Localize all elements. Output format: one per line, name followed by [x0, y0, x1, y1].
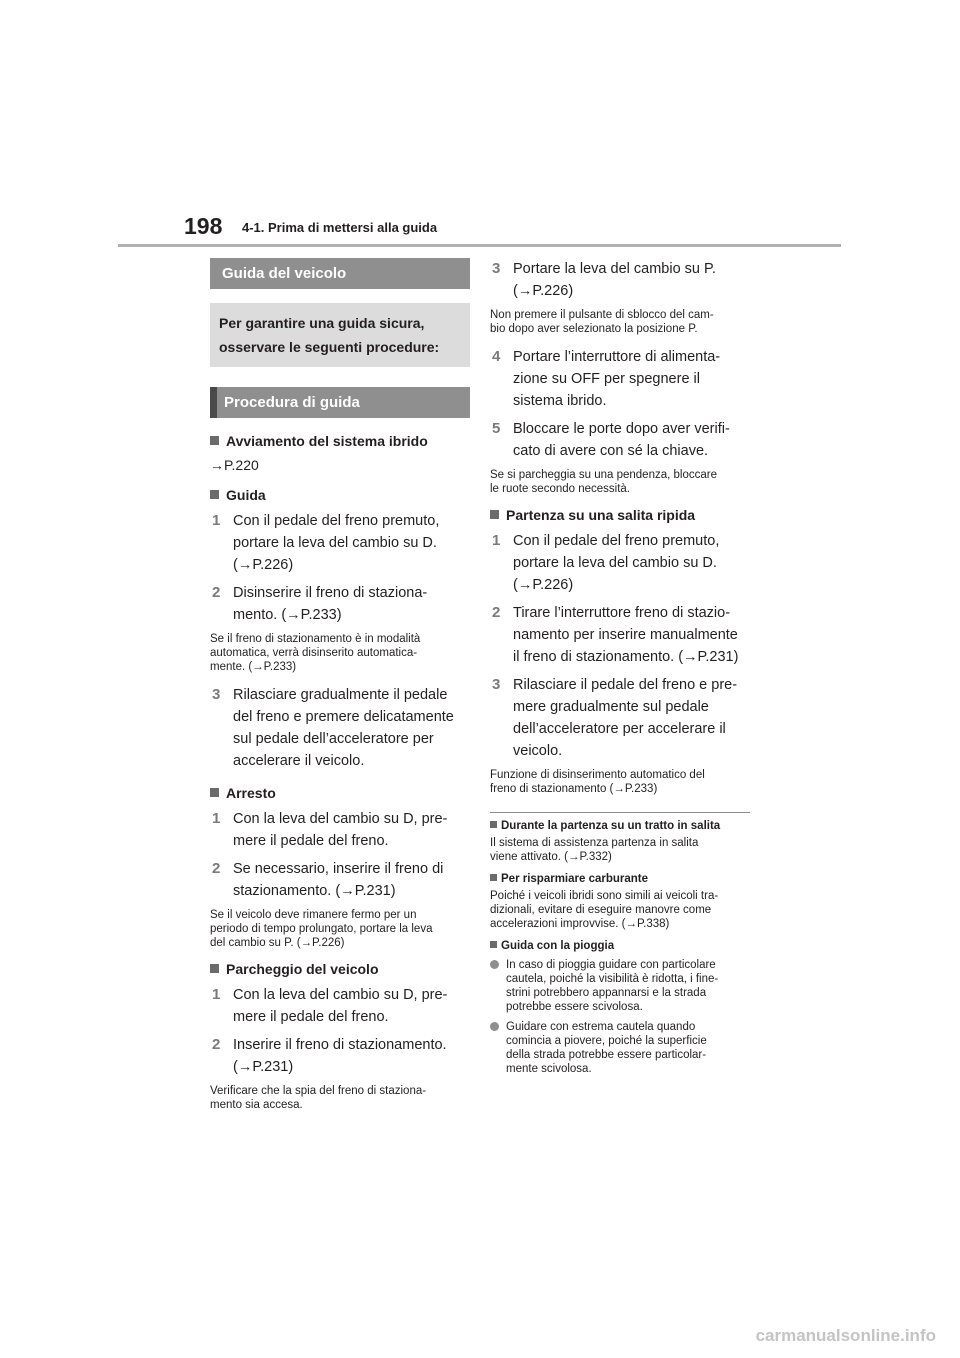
- heading-arresto: Arresto: [210, 784, 470, 802]
- page-number: 198: [184, 213, 223, 239]
- step: 1 Con il pedale del freno premuto, portare la leva del cambio su D. (→P.226): [212, 512, 440, 573]
- procedure-title: Procedura di guida: [210, 387, 470, 418]
- intro-line: Per garantire una guida sicura,: [219, 315, 425, 331]
- heading-salita: Partenza su una salita ripida: [490, 506, 750, 524]
- circle-bullet-icon: [490, 1022, 499, 1031]
- step: 1 Con la leva del cambio su D, pre- mere il pedale del freno.: [212, 810, 448, 849]
- intro-box: [210, 303, 470, 367]
- note: Verificare che la spia del freno di staziona- mento sia accesa.: [210, 1085, 427, 1111]
- heading-parcheggio: Parcheggio del veicolo: [210, 960, 470, 978]
- intro-line: osservare le seguenti procedure:: [219, 339, 440, 355]
- step-number: 2: [212, 860, 221, 877]
- info-rule: [490, 812, 750, 813]
- square-bullet-icon: [210, 788, 219, 797]
- step-number: 2: [492, 604, 501, 621]
- watermark: carmanualsonline.info: [755, 1326, 936, 1345]
- heading-avviamento: Avviamento del sistema ibrido: [210, 432, 470, 450]
- bullet-item: Guidare con estrema cautela quando comincia a piovere, poiché la superficie della strada potrebbe essere particolar- mente scivolosa.: [490, 1020, 750, 1076]
- step-number: 1: [212, 810, 221, 827]
- square-bullet-icon: [490, 510, 499, 519]
- step-number: 4: [492, 348, 501, 365]
- info-text: Poiché i veicoli ibridi sono simili ai veicoli tra- dizionali, evitare di eseguire manovre come accelerazioni improvvise. (→P.338): [490, 890, 719, 930]
- step: 3 Portare la leva del cambio su P. (→P.226): [492, 260, 716, 299]
- square-bullet-icon: [210, 964, 219, 973]
- heading-guida: Guida: [210, 486, 470, 504]
- header-rule: [118, 244, 841, 247]
- bullet-item: In caso di pioggia guidare con particolare cautela, poiché la visibilità è ridotta, i fine- strini potrebbero appannarsi e la strada potrebbe essere scivolosa.: [490, 958, 750, 1014]
- step: 2 Inserire il freno di stazionamento. (→P.231): [212, 1036, 447, 1075]
- step-number: 3: [492, 260, 501, 277]
- step-number: 1: [492, 532, 501, 549]
- step-number: 2: [212, 584, 221, 601]
- note: Se si parcheggia su una pendenza, bloccare le ruote secondo necessità.: [490, 469, 717, 495]
- right-column: [490, 258, 750, 1082]
- note: Non premere il pulsante di sblocco del cam- bio dopo aver selezionato la posizione P.: [490, 309, 714, 335]
- step: 2 Tirare l’interruttore freno di stazio- namento per inserire manualmente il freno di stazionamento. (→P.231): [492, 604, 739, 665]
- step-number: 1: [212, 986, 221, 1003]
- info-text: Il sistema di assistenza partenza in salita viene attivato. (→P.332): [490, 837, 699, 863]
- step-number: 3: [212, 686, 221, 703]
- square-bullet-icon: [210, 490, 219, 499]
- step: 4 Portare l’interruttore di alimenta- zione su OFF per spegnere il sistema ibrido.: [492, 348, 721, 409]
- info-heading: Durante la partenza su un tratto in salita: [490, 819, 750, 834]
- step: 2 Se necessario, inserire il freno di stazionamento. (→P.231): [212, 860, 444, 899]
- square-bullet-icon: [490, 941, 497, 948]
- square-bullet-icon: [210, 436, 219, 445]
- step: 2 Disinserire il freno di staziona- mento. (→P.233): [212, 584, 428, 623]
- square-bullet-icon: [490, 874, 497, 881]
- step-number: 1: [212, 512, 221, 529]
- step-number: 3: [492, 676, 501, 693]
- step-number: 2: [212, 1036, 221, 1053]
- square-bullet-icon: [490, 821, 497, 828]
- step: 5 Bloccare le porte dopo aver verifi- cato di avere con sé la chiave.: [492, 420, 730, 459]
- step: 3 Rilasciare il pedale del freno e pre- mere gradualmente sul pedale dell’acceleratore per accelerare il veicolo.: [492, 676, 738, 759]
- circle-bullet-icon: [490, 960, 499, 969]
- info-heading: Per risparmiare carburante: [490, 872, 750, 887]
- note: Se il freno di stazionamento è in modalità automatica, verrà disinserito automatica- mente. (→P.233): [210, 633, 421, 673]
- step-number: 5: [492, 420, 501, 437]
- info-heading: Guida con la pioggia: [490, 939, 750, 954]
- page-reference: →P.220: [210, 457, 259, 473]
- note: Funzione di disinserimento automatico del freno di stazionamento (→P.233): [490, 769, 705, 795]
- step: 1 Con il pedale del freno premuto, portare la leva del cambio su D. (→P.226): [492, 532, 720, 593]
- section-title: Guida del veicolo: [210, 258, 470, 289]
- left-column: [210, 258, 470, 1122]
- step: 3 Rilasciare gradualmente il pedale del freno e premere delicatamente sul pedale dell’acceleratore per accelerare il veicolo.: [212, 686, 454, 769]
- running-head: 4-1. Prima di mettersi alla guida: [242, 220, 438, 235]
- step: 1 Con la leva del cambio su D, pre- mere il pedale del freno.: [212, 986, 448, 1025]
- note: Se il veicolo deve rimanere fermo per un periodo di tempo prolungato, portare la leva del cambio su P. (→P.226): [210, 909, 433, 949]
